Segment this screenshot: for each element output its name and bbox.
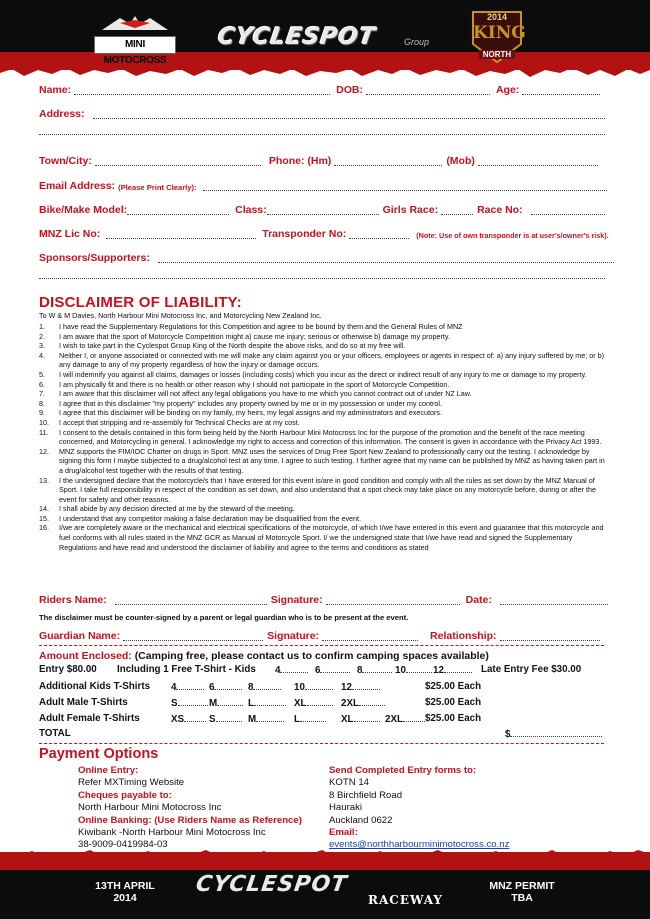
clause-number: 2.	[39, 331, 45, 341]
relationship-label: Relationship:	[430, 630, 497, 642]
male-size: M	[209, 698, 218, 709]
disclaimer-clause	[39, 370, 607, 380]
mob-field[interactable]	[478, 156, 598, 166]
adult-male-row	[39, 697, 609, 709]
section-divider	[39, 743, 604, 744]
payment-title: Payment Options	[39, 746, 159, 762]
kid-size-qty[interactable]	[280, 664, 308, 673]
clause-text: I have read the Supplementary Regulations for this Competition and agree to be bound by them and the General Rules of MNZ	[59, 322, 463, 331]
kid-size: 4	[171, 682, 177, 693]
disclaimer-clause	[39, 504, 607, 514]
town-field[interactable]	[95, 156, 261, 166]
email-label: Email Address:	[39, 180, 116, 192]
riders-signature-field[interactable]	[326, 595, 460, 605]
sponsors-row	[39, 252, 618, 264]
phone-field[interactable]	[334, 156, 442, 166]
entry-fee: Entry $80.00	[39, 664, 97, 675]
clause-number: 9.	[39, 408, 45, 418]
clause-text: I consent to the details contained in this form being held by the North Harbour Mini Motocross Inc for the purpose of the promotion and the benefit of the race meeting concerned, and Motorcycling in general. I acknowledge my right to access and correction of this information. The consent is given in accordance with the Privacy Act 1993.	[59, 427, 602, 447]
clause-number: 8.	[39, 398, 45, 408]
free-tshirt-note: Including 1 Free T-Shirt - Kids	[117, 664, 256, 675]
girls-race-label: Girls Race:	[382, 204, 439, 216]
disclaimer-clause	[39, 332, 607, 342]
disclaimer-clause	[39, 351, 607, 370]
kid-size: 10	[294, 682, 305, 693]
licence-row	[39, 228, 609, 240]
wings-icon	[100, 14, 170, 32]
male-size-qty[interactable]	[254, 697, 286, 706]
guardian-sign-row	[39, 630, 604, 642]
transponder-field[interactable]	[349, 229, 409, 239]
kid-size-qty[interactable]	[444, 664, 472, 673]
disclaimer-clause	[39, 322, 607, 332]
male-size-qty[interactable]	[307, 697, 333, 706]
disclaimer-clause	[39, 418, 607, 428]
age-field[interactable]	[522, 85, 600, 95]
event-date	[92, 880, 158, 904]
kid-size: 8	[357, 665, 363, 676]
disclaimer-clause	[39, 447, 607, 476]
permit-line2: TBA	[511, 892, 533, 904]
dob-label: DOB:	[336, 84, 363, 96]
email-label: Email:	[329, 827, 358, 839]
female-size-qty[interactable]	[403, 713, 425, 722]
sponsors-label: Sponsors/Supporters:	[39, 252, 150, 264]
kid-size: 6	[315, 665, 321, 676]
girls-race-field[interactable]	[441, 205, 473, 215]
disclaimer-clause	[39, 428, 607, 447]
add-kid-qty[interactable]	[305, 681, 333, 690]
date-field[interactable]	[500, 595, 608, 605]
address-label: Address:	[39, 108, 85, 120]
amount-enclosed-label: Amount Enclosed:	[39, 650, 132, 662]
bike-row	[39, 204, 609, 216]
clause-number: 14.	[39, 504, 49, 514]
female-size: XS	[171, 714, 185, 725]
riders-signature-label: Signature:	[270, 594, 323, 606]
race-no-field[interactable]	[531, 205, 605, 215]
countersign-note: The disclaimer must be counter-signed by a parent or legal guardian who is to be present at the event.	[39, 613, 409, 622]
bank-account: 38-9009-0419984-03	[78, 839, 168, 851]
footer-brand-text: CYCLESPOT	[194, 872, 349, 897]
female-size: XL	[341, 714, 354, 725]
entry-row	[39, 664, 609, 676]
clause-text: I the undersigned declare that the motorcycle/s that I have entered for this event is/are in good condition and comply with all the rules as set down by the MNZ Manual of Sport. I take full responsibility in respect of the condition as set down, and also understand that a spot check may take place on any motorcycle before, during or after the event for safety and other reasons.	[59, 475, 596, 504]
female-size: M	[248, 714, 257, 725]
clause-text: I wish to take part in the Cyclespot Group King of the North despite the above risks, and do so at my free will.	[59, 341, 406, 351]
section-divider	[39, 645, 604, 646]
clause-text: I am physically fit and there is no health or other reason why I should not participate in the sport of Motorcycle Competition.	[59, 379, 450, 389]
transponder-note: (Note: Use of own transponder is at user's/owner's risk).	[416, 231, 609, 240]
disclaimer-clause	[39, 476, 607, 505]
kid-size: 6	[209, 682, 215, 693]
send-forms-label: Send Completed Entry forms to:	[329, 765, 477, 776]
email-link[interactable]: events@northharbourminimotocross.co.nz	[329, 839, 510, 851]
male-size: L	[248, 698, 254, 709]
payment-left-column	[78, 765, 302, 852]
email-row	[39, 180, 611, 192]
disclaimer-clause	[39, 408, 607, 418]
date-label: Date:	[465, 594, 492, 606]
kid-size-qty[interactable]	[406, 664, 432, 673]
total-currency: $	[505, 729, 511, 740]
cheques-label: Cheques payable to:	[78, 789, 172, 801]
age-label: Age:	[495, 84, 520, 96]
disclaimer-clauses	[39, 322, 607, 552]
mob-label: (Mob)	[446, 155, 475, 167]
total-row	[39, 728, 609, 740]
disclaimer-intro: To W & M Davies, North Harbour Mini Motocross Inc, and Motorcycling New Zealand Inc.	[39, 311, 322, 320]
online-banking-label: Online Banking: (Use Riders Name as Reference)	[78, 814, 302, 826]
permit	[487, 880, 557, 904]
address-line: Auckland 0622	[329, 814, 393, 826]
adult-male-label: Adult Male T-Shirts	[39, 697, 128, 708]
mnz-lic-label: MNZ Lic No:	[39, 228, 101, 240]
amount-enclosed-row	[39, 650, 489, 662]
header-torn-edge	[0, 64, 650, 80]
brand-logo	[216, 24, 377, 50]
disclaimer-clause	[39, 341, 607, 351]
clause-number: 11.	[39, 427, 49, 437]
female-size-qty[interactable]	[184, 713, 206, 722]
female-size: 2XL	[385, 714, 403, 725]
race-no-label: Race No:	[477, 204, 523, 216]
male-size-qty[interactable]	[178, 697, 208, 706]
sponsors-field-line2[interactable]	[39, 278, 605, 279]
adult-female-row	[39, 713, 609, 725]
online-entry-label: Online Entry:	[78, 765, 139, 776]
add-kid-qty[interactable]	[214, 681, 242, 690]
male-size-qty[interactable]	[217, 697, 243, 706]
clause-number: 1.	[39, 322, 45, 331]
clause-text: Neither I, or anyone associated or connected with me will make any claim against you or your officers, employees or agents in respect of: a) any injury suffered by me; or b) any damage to any of my property regardless of how the injury or damage occurs.	[59, 350, 605, 370]
female-size-qty[interactable]	[300, 713, 326, 722]
male-size: XL	[294, 698, 307, 709]
adult-female-price: $25.00 Each	[425, 713, 482, 724]
kid-size: 8	[248, 682, 254, 693]
disclaimer-clause	[39, 523, 607, 552]
kid-size: 12	[341, 682, 352, 693]
kid-size: 10	[395, 665, 406, 676]
address-row	[39, 108, 609, 120]
clause-text: I shall abide by any decision directed at me by the steward of the meeting.	[59, 504, 295, 514]
riders-name-field[interactable]	[115, 595, 267, 605]
guardian-signature-label: Signature:	[267, 630, 320, 642]
disclaimer-clause	[39, 389, 607, 399]
payment-right-column	[329, 765, 509, 852]
event-date-line2: 2014	[113, 892, 137, 904]
name-label: Name:	[39, 84, 72, 96]
clause-number: 5.	[39, 369, 45, 379]
clause-text: I agree that this disclaimer will be binding on my family, my heirs, my legal assigns and my administrators and executors.	[59, 408, 442, 418]
event-date-line1: 13TH APRIL	[95, 880, 155, 892]
adult-male-price: $25.00 Each	[425, 697, 482, 708]
disclaimer-clause	[39, 514, 607, 524]
female-size-qty[interactable]	[354, 713, 380, 722]
guardian-name-label: Guardian Name:	[39, 630, 121, 642]
camping-note: (Camping free, please contact us to confirm camping spaces available)	[134, 650, 489, 662]
total-label: TOTAL	[39, 728, 71, 739]
male-size: S	[171, 698, 178, 709]
bike-field[interactable]	[127, 205, 229, 215]
club-logo-text: MINI MOTOCROSS	[94, 36, 176, 54]
adult-female-label: Adult Female T-Shirts	[39, 713, 140, 724]
kid-size: 4	[275, 665, 281, 676]
female-size-qty[interactable]	[216, 713, 242, 722]
address-field-line2[interactable]	[39, 134, 605, 135]
clause-text: I/we are completely aware or the mechanical and electrical specifications of the motorcycle, of which I/we have entered in this event and guarantee that this motorcycle and fuel conforms with all rules stated in the MNZ GCR as Manual of Motorcycle Sport. I/ we the undersigned state that I/we have read and signed the Supplementary Regulations and have read and understood the disclaimer of liability and agree to the terms and conditions as stated	[59, 523, 604, 552]
kid-size: 12	[433, 665, 444, 676]
add-kids-price: $25.00 Each	[425, 681, 482, 692]
address-field[interactable]	[93, 109, 605, 119]
brand-sub: Group	[404, 37, 430, 47]
email-note: (Please Print Clearly):	[118, 183, 197, 192]
clause-number: 15.	[39, 513, 49, 523]
sponsors-field[interactable]	[158, 253, 614, 263]
name-row	[39, 84, 604, 96]
clause-number: 7.	[39, 389, 45, 399]
clause-number: 16.	[39, 523, 49, 533]
club-logo	[92, 14, 178, 66]
address-line: Hauraki	[329, 802, 363, 814]
add-kid-qty[interactable]	[176, 681, 204, 690]
kid-size-qty[interactable]	[362, 664, 392, 673]
male-size-qty[interactable]	[359, 697, 385, 706]
email-field[interactable]	[203, 181, 607, 191]
bank-name: Kiwibank -North Harbour Mini Motocross Inc	[78, 827, 266, 839]
transponder-label: Transponder No:	[262, 228, 347, 240]
mnz-lic-field[interactable]	[106, 229, 256, 239]
late-entry-fee: Late Entry Fee $30.00	[481, 664, 582, 675]
riders-sign-row	[39, 594, 612, 606]
relationship-field[interactable]	[500, 631, 600, 641]
class-label: Class:	[235, 204, 267, 216]
footer-red-strip	[0, 852, 650, 870]
clause-number: 6.	[39, 379, 45, 389]
clause-number: 4.	[39, 350, 45, 360]
male-size: 2XL	[341, 698, 359, 709]
disclaimer-title: DISCLAIMER OF LIABILITY:	[39, 294, 242, 311]
female-size: S	[209, 714, 216, 725]
disclaimer-clause	[39, 399, 607, 409]
name-field[interactable]	[74, 85, 330, 95]
clause-text: I understand that any competitor making a false declaration may be disqualified from the event.	[59, 513, 362, 523]
footer-brand-logo	[194, 872, 349, 897]
total-field[interactable]	[510, 728, 602, 737]
clause-text: I accept that stripping and re-assembly for Technical Checks are at my cost.	[59, 417, 300, 427]
permit-line1: MNZ PERMIT	[489, 880, 555, 892]
badge-sub: NORTH	[479, 50, 515, 59]
bike-label: Bike/Make Model:	[39, 204, 128, 216]
clause-text: I am aware that this disclaimer will not affect any legal obligations you have to me which you cannot contract out of under NZ Law.	[59, 389, 472, 399]
town-label: Town/City:	[39, 155, 92, 167]
dob-field[interactable]	[366, 85, 490, 95]
class-field[interactable]	[267, 205, 379, 215]
riders-name-label: Riders Name:	[39, 594, 107, 606]
add-kids-row	[39, 681, 609, 693]
add-kid-qty[interactable]	[253, 681, 281, 690]
clause-text: I agree that in this disclaimer "my property" includes any property owned by me or in my possession or under my control.	[59, 398, 443, 408]
badge-title: KING	[473, 23, 526, 43]
brand-logo-text: CYCLESPOT	[216, 24, 378, 50]
guardian-name-field[interactable]	[123, 631, 263, 641]
add-kid-qty[interactable]	[352, 681, 380, 690]
clause-text: MNZ supports the FIM/IOC Charter on drugs in Sport. MNZ uses the services of Drug Free Sport New Zealand to professionally carry out the testing. I acknowledge by signing this form I maybe subjected to a drug/alcohol test at any time. I agree to such testing. I further agree that my name can be published by MNZ as having taken part in a drug/alcohol test together with the results of that testing.	[59, 446, 605, 475]
town-row	[39, 155, 602, 167]
clause-number: 13.	[39, 475, 49, 485]
clause-number: 12.	[39, 446, 49, 456]
female-size-qty[interactable]	[256, 713, 284, 722]
clause-number: 3.	[39, 341, 45, 351]
guardian-signature-field[interactable]	[322, 631, 418, 641]
badge-year: 2014	[486, 12, 508, 22]
clause-text: I will indemnify you against all claims, damages or losses (including costs) which you incur as the direct or indirect result of any injury to me or damage to my property.	[59, 369, 587, 379]
king-of-north-badge	[469, 10, 525, 64]
footer-raceway: RACEWAY	[368, 893, 443, 907]
address-line: 8 Birchfield Road	[329, 789, 403, 801]
kid-size-qty[interactable]	[320, 664, 350, 673]
female-size: L	[294, 714, 300, 725]
add-kids-label: Additional Kids T-Shirts	[39, 681, 151, 692]
disclaimer-clause	[39, 380, 607, 390]
online-entry-value: Refer MXTiming Website	[78, 777, 185, 789]
cheques-value: North Harbour Mini Motocross Inc	[78, 802, 222, 814]
address-line: KOTN 14	[329, 777, 369, 789]
clause-text: I am aware that the sport of Motorcycle Competition might a) cause me injury; serious or otherwise b) damage my property.	[59, 331, 450, 341]
clause-number: 10.	[39, 417, 49, 427]
phone-label: Phone: (Hm)	[268, 155, 332, 167]
